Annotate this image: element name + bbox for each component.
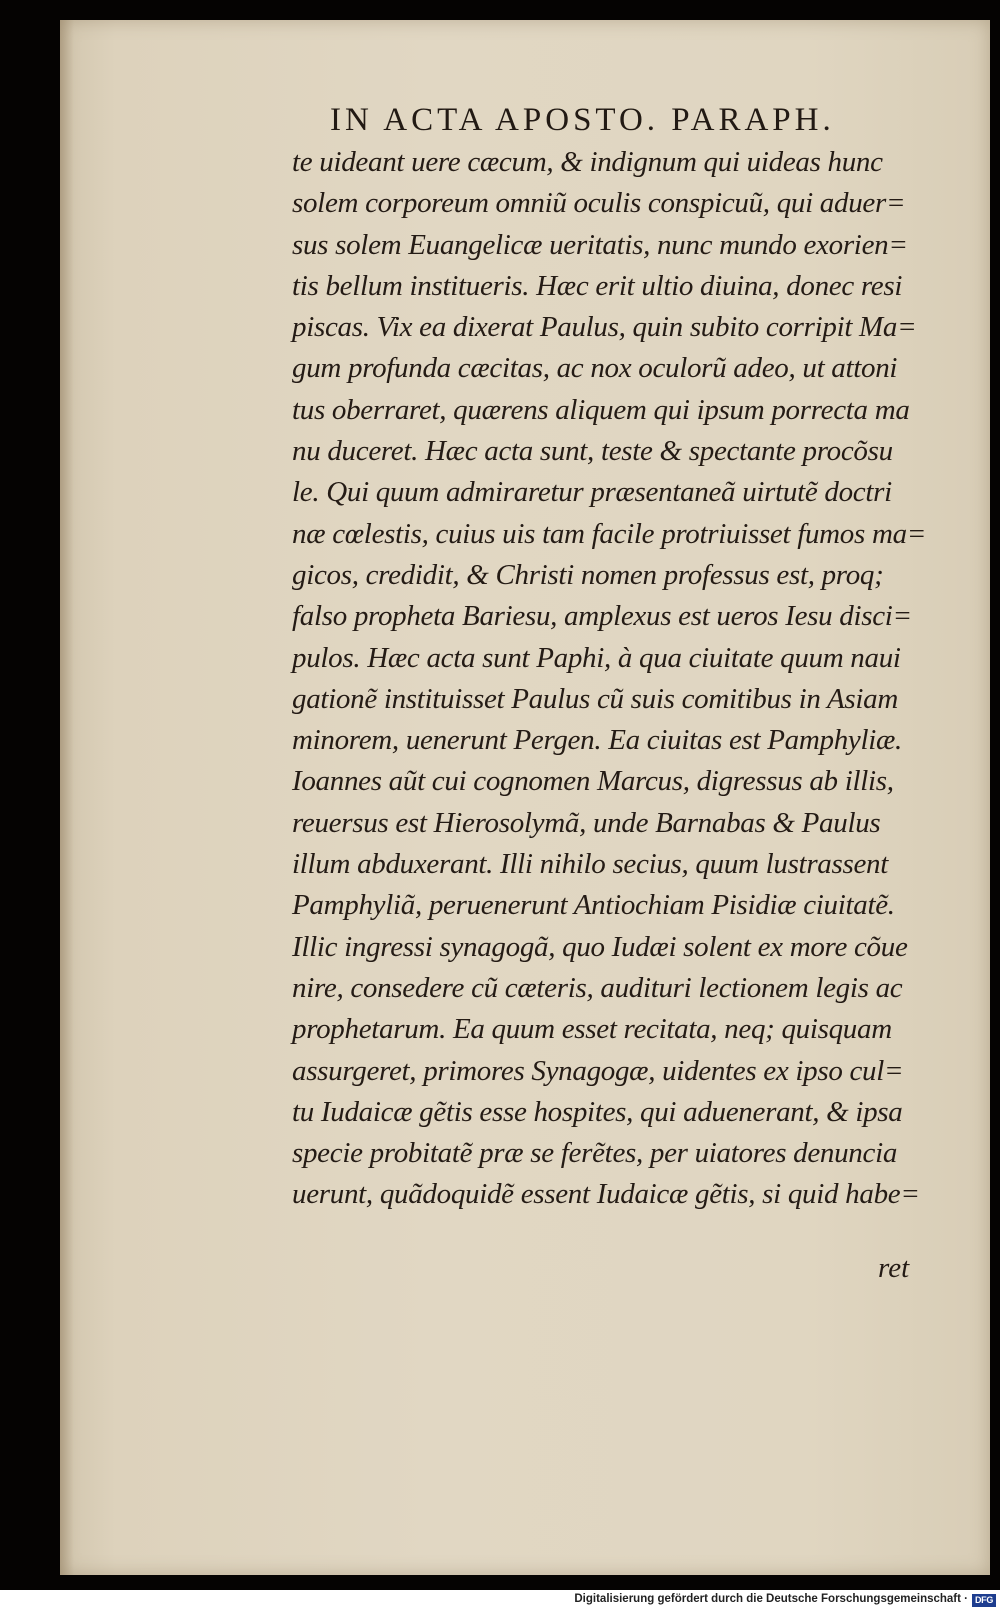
text-line-23: assurgeret, primores Synagogæ, uidentes ex ipso cul= — [292, 1054, 904, 1087]
text-line-15: minorem, uenerunt Pergen. Ea ciuitas est Pamphyliæ. — [292, 724, 902, 757]
text-line-17: reuersus est Hierosolymã, unde Barnabas & Paulus — [292, 806, 881, 839]
text-line-19: Pamphyliã, peruenerunt Antiochiam Pisidiæ ciuitatẽ. — [292, 889, 895, 922]
footer-bar — [0, 1590, 1000, 1612]
text-line-10: næ cœlestis, cuius uis tam facile protriuisset fumos ma= — [292, 517, 927, 550]
text-line-11: gicos, credidit, & Christi nomen professus est, proq; — [292, 558, 884, 591]
body-text — [292, 142, 952, 1216]
dfg-logo-icon: DFG — [972, 1594, 996, 1607]
text-line-16: Ioannes aũt cui cognomen Marcus, digressus ab illis, — [292, 765, 894, 798]
text-line-21: nire, consedere cũ cæteris, audituri lectionem legis ac — [292, 971, 903, 1004]
text-line-6: gum profunda cæcitas, ac nox oculorũ adeo, ut attoni — [292, 352, 898, 385]
text-line-24: tu Iudaicæ gẽtis esse hospites, qui aduenerant, & ipsa — [292, 1095, 903, 1128]
book-page — [60, 20, 990, 1575]
text-line-26: uerunt, quãdoquidẽ essent Iudaicæ gẽtis, si quid habe= — [292, 1178, 920, 1211]
text-line-2: solem corporeum omniũ oculis conspicuũ, qui aduer= — [292, 187, 906, 220]
catchword: ret — [878, 1252, 910, 1284]
running-head: IN ACTA APOSTO. PARAPH. — [330, 102, 835, 138]
text-line-8: nu duceret. Hæc acta sunt, teste & spectante procõsu — [292, 435, 893, 468]
text-line-4: tis bellum institueris. Hæc erit ultio diuina, donec resi — [292, 269, 903, 302]
text-line-20: Illic ingressi synagogã, quo Iudæi solent ex more cõue — [292, 930, 908, 963]
text-line-22: prophetarum. Ea quum esset recitata, neq; quisquam — [292, 1013, 892, 1046]
text-line-18: illum abduxerant. Illi nihilo secius, quum lustrassent — [292, 848, 889, 881]
page-gutter-shadow — [60, 20, 74, 1575]
text-line-7: tus oberraret, quærens aliquem qui ipsum porrecta ma — [292, 393, 910, 426]
text-line-25: specie probitatẽ præ se ferẽtes, per uiatores denuncia — [292, 1137, 898, 1170]
text-line-5: piscas. Vix ea dixerat Paulus, quin subito corripit Ma= — [292, 311, 917, 344]
text-line-12: falso propheta Bariesu, amplexus est ueros Iesu disci= — [292, 600, 912, 633]
text-line-13: pulos. Hæc acta sunt Paphi, à qua ciuitate quum naui — [292, 641, 901, 674]
text-line-3: sus solem Euangelicæ ueritatis, nunc mundo exorien= — [292, 228, 908, 261]
text-line-14: gationẽ instituisset Paulus cũ suis comitibus in Asiam — [292, 682, 898, 715]
funding-notice: Digitalisierung gefördert durch die Deutsche Forschungsgemeinschaft · — [574, 1593, 968, 1605]
text-line-1: te uideant uere cæcum, & indignum qui uideas hunc — [292, 146, 883, 178]
text-line-9: le. Qui quum admiraretur præsentaneã uirtutẽ doctri — [292, 476, 892, 509]
